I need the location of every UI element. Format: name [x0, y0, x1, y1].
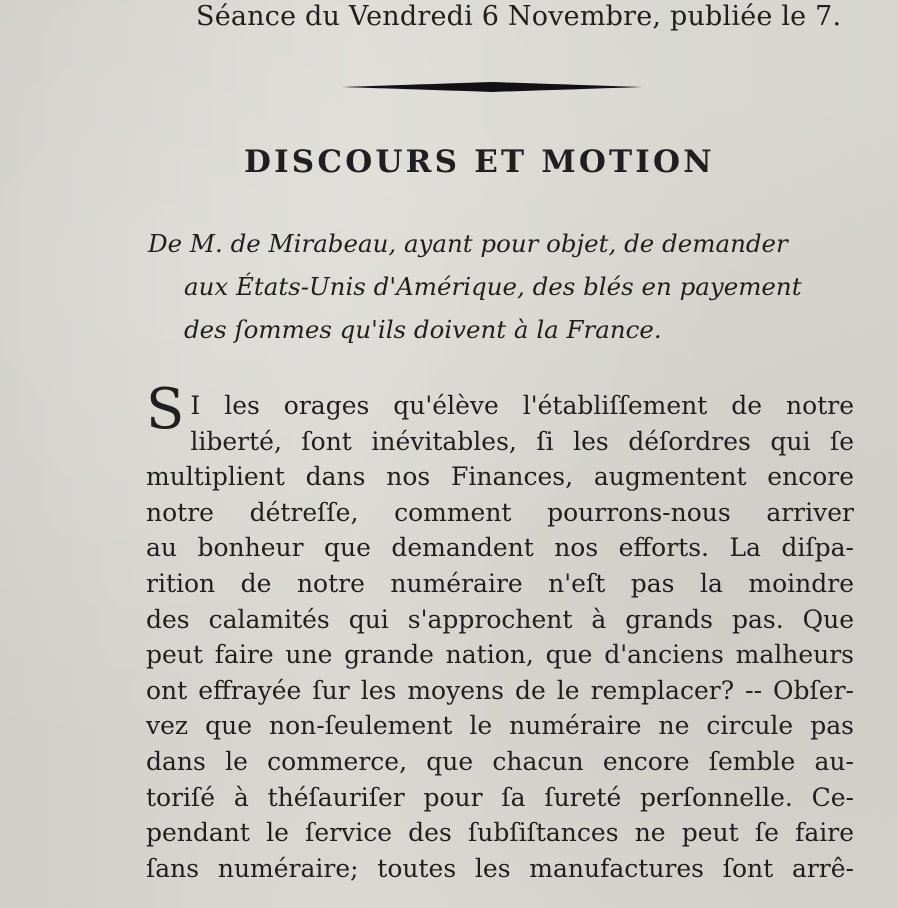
subtitle-line: De M. de Mirabeau, ayant pour objet, de demander	[148, 229, 788, 258]
body-line: rition de notre numéraire n'eſt pas la moindre	[146, 568, 854, 598]
ornamental-rule	[342, 80, 642, 94]
page-title: DISCOURS ET MOTION	[244, 144, 715, 180]
session-header: Séance du Vendredi 6 Novembre, publiée le 7.	[196, 1, 842, 32]
drop-cap: S	[146, 377, 185, 442]
body-line: ſans numéraire; toutes les manufactures ſont arrê-	[146, 853, 854, 883]
body-line: ont effrayée ſur les moyens de le remplacer? -- Obſer-	[146, 675, 854, 705]
body-line: dans le commerce, que chacun encore ſemble au-	[146, 746, 854, 776]
body-line: notre détreſſe, comment pourrons-nous arriver	[146, 497, 854, 527]
body-line: liberté, ſont inévitables, ſi les déſordres qui ſe	[190, 426, 854, 456]
subtitle-line: des ſommes qu'ils doivent à la France.	[184, 315, 662, 344]
body-line: toriſé à théſauriſer pour ſa ſureté perſonnelle. Ce-	[146, 782, 854, 812]
body-line: peut faire une grande nation, que d'anciens malheurs	[146, 640, 854, 670]
body-line: pendant le ſervice des ſubſiſtances ne peut ſe faire	[146, 818, 854, 848]
subtitle-line: aux États-Unis d'Amérique, des blés en payement	[184, 272, 802, 301]
body-line: multiplient dans nos Finances, augmentent encore	[146, 462, 854, 492]
body-line: au bonheur que demandent nos efforts. La diſpa-	[146, 533, 854, 563]
body-line: vez que non-ſeulement le numéraire ne circule pas	[146, 711, 854, 741]
subtitle	[148, 222, 848, 351]
body-text	[146, 377, 854, 886]
body-line: des calamités qui s'approchent à grands pas. Que	[146, 604, 854, 634]
body-line: I les orages qu'élève l'établiſſement de notre	[190, 391, 854, 420]
